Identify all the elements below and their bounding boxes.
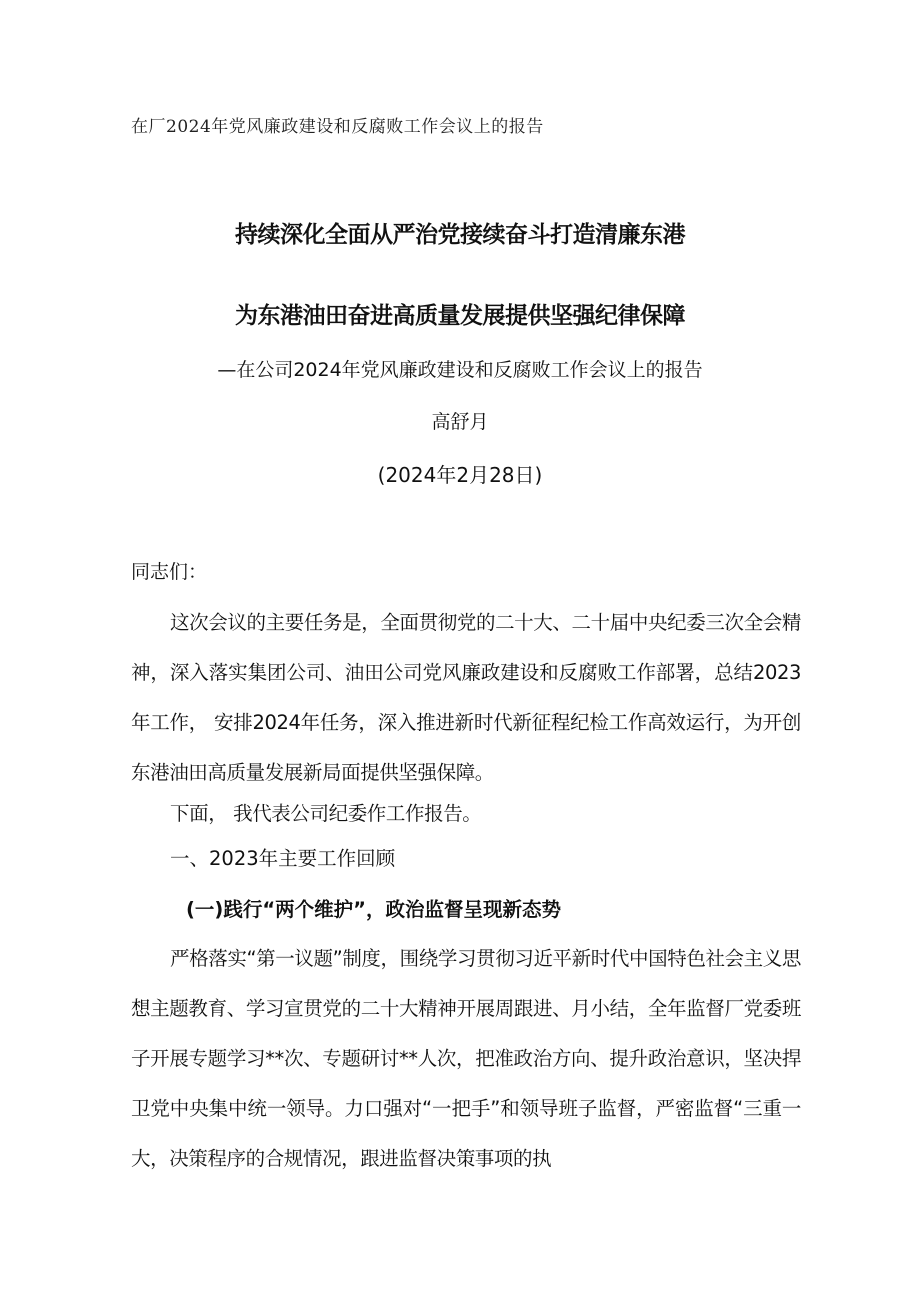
section-heading-1: 一、2023年主要工作回顾 bbox=[170, 847, 396, 870]
document-header: 在厂2024年党风廉政建设和反腐败工作会议上的报告 bbox=[131, 117, 544, 137]
author-name: 高舒月 bbox=[431, 411, 489, 433]
paragraph-intro: 这次会议的主要任务是，全面贯彻党的二十大、二十届中央纪委三次全会精神，深入落实集团公司、油田公司党风廉政建设和反腐败工作部署，总结2023年工作， 安排2024年任务，深入推进新时代新征程纪检工作高效运行，为开创东港油田高质量发展新局面提供坚强保障。 bbox=[131, 611, 801, 784]
salutation: 同志们： bbox=[131, 561, 208, 583]
paragraph-report-statement: 下面， 我代表公司纪委作工作报告。 bbox=[170, 802, 482, 825]
title-line-2: 为东港油田奋进高质量发展提供坚强纪律保障 bbox=[235, 303, 685, 329]
subtitle: —在公司2024年党风廉政建设和反腐败工作会议上的报告 bbox=[217, 359, 703, 381]
report-date: (2024年2月28日) bbox=[377, 463, 543, 487]
subsection-heading-1: (一)践行“两个维护”，政治监督呈现新态势 bbox=[186, 898, 561, 921]
paragraph-political-supervision: 严格落实“第一议题”制度，围绕学习贯彻习近平新时代中国特色社会主义思想主题教育、学习宣贯党的二十大精神开展周跟进、月小结，全年监督厂党委班子开展专题学习**次、专题研讨**人次，把准政治方向、提升政治意识，坚决捍卫党中央集中统一领导。力口强对“一把手”和领导班子监督，严密监督“三重一大，决策程序的合规情况，跟进监督决策事项的执 bbox=[131, 947, 801, 1170]
title-line-1: 持续深化全面从严治党接续奋斗打造清廉东港 bbox=[235, 222, 685, 248]
